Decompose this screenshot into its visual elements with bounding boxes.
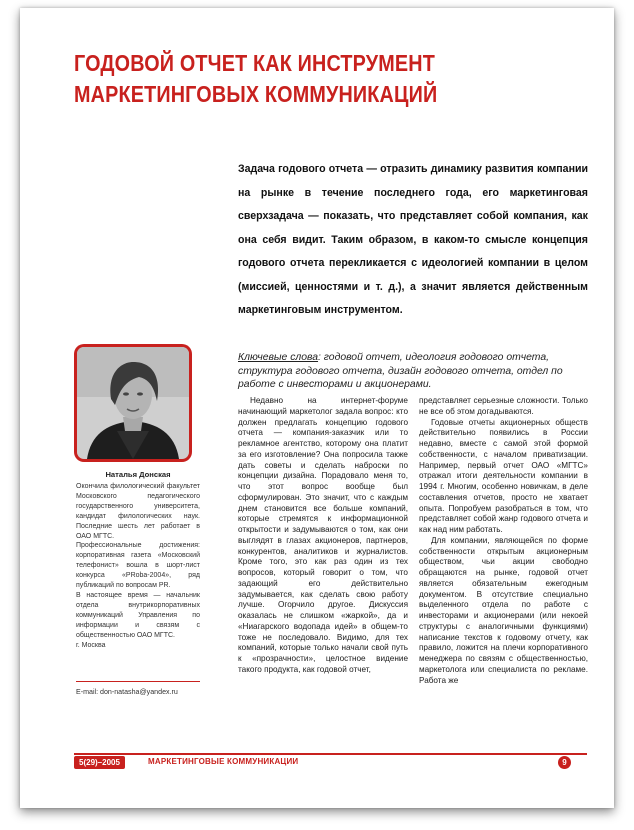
author-bio-paragraph: Окончила филологический факультет Московского педагогического государственного университета, кандидат филологических наук. Последние шесть лет работает в ОАО МГТС. (76, 483, 200, 540)
article-lead: Задача годового отчета — отразить динамику развития компании на рынке в течение последнего года, его маркетинговая сверхзадача — показать, что представляет собой компания, как она себя видит. Таким образом, в каком-то смысле концепция годового отчета перекликается с идеологией компании в целом (миссией, ценностями и т. д.), а значит является действенным маркетинговым инструментом. (238, 163, 588, 316)
body-column-1 (238, 396, 408, 676)
author-name: Наталья Донская (105, 470, 171, 479)
author-bio-paragraph: Профессиональные достижения: корпоративная газета «Московский телефонист» вошла в шорт-лист конкурса «PRoba-2004», ряд публикаций по вопросам PR. (76, 542, 200, 590)
article-title-line-2: МАРКЕТИНГОВЫХ КОММУНИКАЦИЙ (74, 81, 438, 107)
bio-divider (76, 681, 200, 682)
author-bio (76, 482, 200, 650)
magazine-page (20, 8, 614, 808)
author-email: E-mail: don-natasha@yandex.ru (76, 688, 178, 696)
body-paragraph: Для компании, являющейся по форме собственности открытым акционерным обществом, чьи акции свободно обращаются на рынке, годовой отчет является обязательным ежегодным документом. В отсутствие специально выделенного отдела по работе с инвесторами и акционерами (или некоей структуры с аналогичными функциями) написание текстов к годовому отчету, как правило, ложится на плечи корпоративного менеджера по связям с общественностью, маркетолога или специалиста по рекламе. Работа же (419, 535, 588, 685)
author-photo (74, 344, 192, 462)
footer-divider (74, 753, 587, 755)
body-paragraph: Годовые отчеты акционерных обществ действительно появились в России недавно, вместе с самой этой формой собственности, с началом приватизации. Например, первый отчет ОАО «МГТС» отражал итоги деятельности компании в 1994 г. Многим, особенно новичкам, в деле составления отчетов, просто не хватает опыта. Попробуем разобраться в том, что представляет собой жанр годового отчета и как над ним работать. (419, 417, 588, 534)
keywords-label: Ключевые слова (238, 352, 319, 363)
issue-badge: 5(29)–2005 (74, 756, 125, 769)
body-paragraph: Недавно на интернет-форуме начинающий маркетолог задала вопрос: кто должен предлагать концепцию годового отчета — компания-заказчик или то рекламное агентство, которому она платит за его изготовление? Она попросила также дать советы и сделать наброски по концепции дизайна. Порадовало меня то, что этот вопрос вообще был сформулирован. Это значит, что с каждым днем становится все больше компаний, которые стремятся к информационной открытости и задумываются о том, как они выглядят в глазах акционеров, партнеров, конкурентов, аналитиков и журналистов. Кроме того, это как раз один из тех вопросов, который говорит о том, что задающий его действительно задумывается, как сделать свою работу лучше. Огорчило другое. Дискуссия оказалась не слишком «жаркой», да и «Ниагарского водопада идей» в общем-то тоже не последовало. Видимо, для тех компаний, которые только начали свой путь к «прозрачности», целостное видение такого продукта, как годовой отчет, (238, 396, 408, 674)
keywords-text: : годовой отчет, идеология годового отчета, структура годового отчета, дизайн годового отчета, отдел по работе с инвесторами и акционерами. (238, 352, 563, 391)
keywords (238, 351, 583, 392)
body-column-2 (419, 396, 588, 686)
journal-title: МАРКЕТИНГОВЫЕ КОММУНИКАЦИИ (148, 757, 299, 766)
article-title-line-1: ГОДОВОЙ ОТЧЕТ КАК ИНСТРУМЕНТ (74, 50, 435, 76)
article-title (74, 48, 504, 110)
page-number: 9 (558, 756, 571, 769)
body-paragraph: представляет серьезные сложности. Только не все об этом догадываются. (419, 396, 588, 416)
author-bio-paragraph: В настоящее время — начальник отдела внутрикорпоративных коммуникаций Управления по информации и связям с общественностью ОАО МГТС. (76, 591, 200, 639)
author-city: г. Москва (76, 641, 106, 649)
author-portrait-icon (77, 347, 189, 459)
